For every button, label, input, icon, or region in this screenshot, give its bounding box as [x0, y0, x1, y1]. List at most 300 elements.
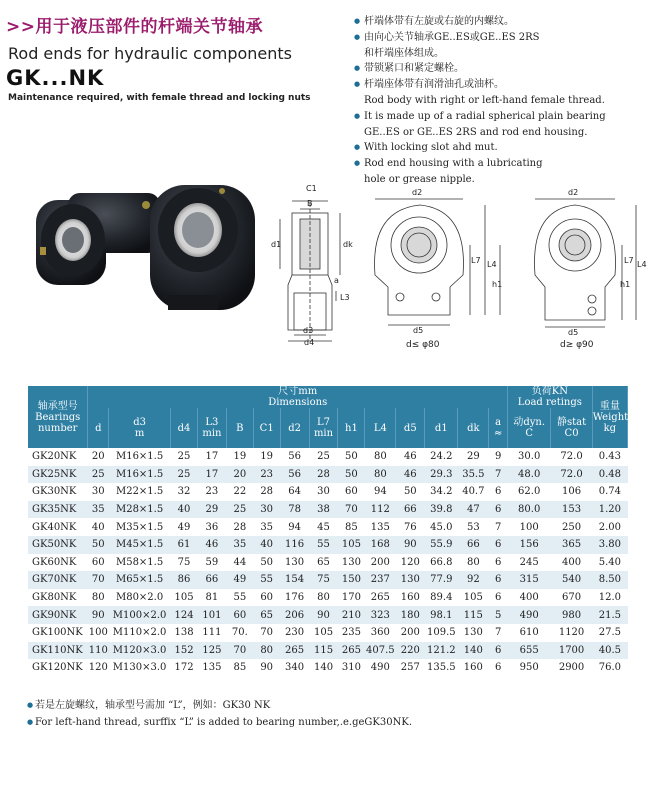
table-cell: 315 [507, 571, 550, 589]
note-cn: ● 若是左旋螺纹，轴承型号需加 “L”，例如：GK30 NK [28, 697, 412, 714]
table-cell: 90 [309, 606, 338, 624]
feature-item: ● 由向心关节轴承GE..ES或GE..ES 2RS [356, 30, 646, 46]
label-l3: L3 [340, 293, 350, 302]
subheader-cell [551, 408, 592, 448]
subheader-cell [171, 408, 198, 448]
subheader-cell [280, 408, 309, 448]
table-cell: 230 [285, 627, 305, 639]
bearing-number-cell: GK50NK [28, 536, 88, 554]
table-cell: 72.0 [551, 466, 592, 484]
header-load-cn: 负荷KN [531, 386, 568, 397]
table-cell: 39.8 [425, 501, 458, 519]
table-cell: 46 [197, 536, 226, 554]
table-cell: 0.48 [592, 466, 627, 484]
table-cell: 80 [365, 466, 396, 484]
table-cell: 94 [373, 486, 387, 498]
table-cell: 6 [489, 536, 508, 554]
table-cell: 46 [403, 451, 417, 463]
label-d2-left: d2 [412, 188, 423, 197]
header-bearing-en1: Bearings [35, 411, 81, 423]
series-code: GK...NK [6, 66, 105, 90]
feature-item: ● It is made up of a radial spherical plain bearing [356, 109, 646, 125]
feature-item: ● With locking slot ahd mut. [356, 140, 646, 156]
notes [28, 697, 412, 731]
table-cell: M130×3.0 [112, 662, 167, 674]
table-cell: 130 [285, 556, 305, 568]
table-cell: 25 [226, 501, 253, 519]
subheader-top: L7 [317, 417, 331, 428]
feature-item: GE..ES or GE..ES 2RS and rod end housing. [364, 126, 588, 138]
table-cell: 540 [551, 571, 592, 589]
table-cell: 9 [494, 451, 502, 463]
label-l4-left: L4 [487, 260, 497, 269]
table-cell: 48.0 [507, 466, 550, 484]
table-cell: 50 [403, 486, 417, 498]
bearing-number-cell: GK30NK [32, 486, 77, 498]
table-cell: 156 [507, 536, 550, 554]
table-cell: 92 [458, 571, 489, 589]
subheader-cell [197, 408, 226, 448]
table-cell: 78 [280, 501, 309, 519]
table-cell: 85 [233, 662, 247, 674]
table-cell: 6 [494, 486, 502, 498]
table-cell: 22 [233, 486, 247, 498]
table-row [28, 571, 628, 589]
table-cell: 80 [317, 592, 330, 604]
table-cell: 34.2 [430, 486, 453, 498]
table-cell: 250 [562, 521, 582, 533]
bearing-number-cell: GK70NK [28, 571, 88, 589]
table-cell: 8.50 [592, 571, 627, 589]
table-cell: 105 [338, 536, 365, 554]
table-cell: M16×1.5 [115, 451, 164, 463]
table-cell: 64 [288, 486, 301, 498]
table-cell: M120×3.0 [109, 642, 171, 660]
table-cell: 3.80 [592, 536, 627, 554]
product-photo [28, 175, 268, 315]
table-cell: 29 [466, 451, 480, 463]
table-cell: 89.4 [430, 592, 453, 604]
table-cell: 62.0 [518, 486, 541, 498]
table-cell: 265 [370, 592, 390, 604]
feature-item: hole or grease nipple. [364, 173, 475, 185]
header-weight-en: Weight [592, 411, 629, 423]
table-cell: M35×1.5 [115, 521, 164, 533]
bearing-number-cell: GK60NK [32, 556, 77, 568]
table-cell: 60 [345, 486, 358, 498]
table-cell: 65 [253, 606, 280, 624]
table-cell: 75 [309, 571, 338, 589]
table-cell: 65 [317, 556, 330, 568]
table-cell: 50 [345, 451, 358, 463]
table-cell: 24.2 [430, 451, 453, 463]
label-d1: d1 [271, 240, 282, 249]
header-load-en: Load retings [517, 397, 582, 408]
table-cell: 210 [338, 606, 365, 624]
subheader-top: 静stat [556, 417, 587, 428]
header-bearing-number [28, 386, 88, 448]
table-cell: 400 [519, 592, 539, 604]
subheader-row [28, 408, 628, 448]
header-dims-en: Dimensions [268, 397, 328, 408]
table-cell: 655 [507, 642, 550, 660]
table-cell: 115 [458, 606, 489, 624]
table-cell: 310 [341, 662, 361, 674]
table-cell: 245 [519, 556, 539, 568]
table-cell: 80 [91, 592, 105, 604]
subheader-bottom: min [202, 428, 222, 439]
subheader-bottom: d [95, 422, 102, 434]
subheader-bottom: C0 [564, 428, 579, 439]
table-cell: M16×1.5 [109, 466, 171, 484]
subheader-bottom: m [134, 428, 145, 439]
table-cell: 49 [226, 571, 253, 589]
table-cell: 30 [253, 501, 280, 519]
table-cell: 1120 [558, 627, 585, 639]
header-load-ratings [507, 386, 592, 408]
table-cell: 66 [197, 571, 226, 589]
table-cell: 135 [370, 521, 390, 533]
table-cell: 35 [226, 536, 253, 554]
table-cell: 407.5 [365, 642, 396, 660]
table-cell: 1.20 [592, 501, 627, 519]
subheader-bottom: d2 [288, 422, 301, 434]
table-cell: 55.9 [425, 536, 458, 554]
table-cell: 28 [309, 466, 338, 484]
page-title-en: Rod ends for hydraulic components [8, 44, 292, 63]
label-a: a [334, 276, 339, 285]
table-cell: 70 [226, 642, 253, 660]
table-cell: 50 [88, 536, 109, 554]
table-cell: 200 [400, 627, 420, 639]
table-cell: 121.2 [425, 642, 458, 660]
table-cell: 180 [396, 606, 425, 624]
header-weight [592, 386, 627, 448]
table-cell: 323 [365, 606, 396, 624]
table-cell: 70 [338, 501, 365, 519]
caption-d-le-80: d≤ φ80 [406, 340, 440, 350]
bearing-number-cell: GK25NK [28, 466, 88, 484]
subheader-bottom: C [525, 428, 534, 439]
table-cell: 70 [88, 571, 109, 589]
subheader-bottom: C1 [259, 422, 274, 434]
table-cell: 0.74 [598, 486, 621, 498]
page-title-cn: >>用于液压部件的杆端关节轴承 [6, 17, 263, 37]
table-cell: 106 [562, 486, 582, 498]
subheader-cell [507, 408, 550, 448]
table-cell: 60 [91, 556, 105, 568]
feature-item: ● 带锁紧口和紧定螺栓。 [356, 61, 646, 77]
table-cell: 6 [489, 571, 508, 589]
table-cell: 80 [373, 451, 387, 463]
rod-end-photo-right [150, 185, 255, 310]
table-cell: 50 [260, 556, 274, 568]
table-cell: 49 [177, 521, 191, 533]
table-cell: 135.5 [426, 662, 456, 674]
subheader-cell [365, 408, 396, 448]
subheader-cell [309, 408, 338, 448]
table-cell: 25 [317, 451, 330, 463]
subheader-cell [88, 408, 109, 448]
label-d3: d3 [303, 326, 314, 335]
table-cell: 35 [260, 521, 274, 533]
bearing-number-cell: GK20NK [32, 451, 77, 463]
header-weight-unit: kg [603, 422, 617, 434]
table-cell: 138 [174, 627, 194, 639]
table-cell: 55 [309, 536, 338, 554]
table-cell: 6 [494, 556, 502, 568]
table-cell: 109.5 [426, 627, 456, 639]
label-l7-left: L7 [471, 256, 481, 265]
label-d5-right: d5 [568, 328, 579, 337]
table-cell: 125 [197, 642, 226, 660]
subheader-bottom: d5 [403, 422, 417, 434]
table-cell: 66 [396, 501, 425, 519]
table-cell: 40 [171, 501, 198, 519]
table-cell: 32 [177, 486, 191, 498]
table-cell: 160 [400, 592, 420, 604]
table-cell: 46 [396, 466, 425, 484]
subheader-bottom: min [313, 428, 334, 439]
table-cell: 40 [253, 536, 280, 554]
table-cell: 40.5 [592, 642, 627, 660]
table-cell: 116 [280, 536, 309, 554]
table-cell: 120 [400, 556, 420, 568]
table-cell: 2900 [558, 662, 585, 674]
table-cell: 7 [494, 627, 502, 639]
label-dk: dk [343, 240, 353, 249]
table-cell: 77.9 [425, 571, 458, 589]
table-cell: 80.0 [507, 501, 550, 519]
table-cell: 0.43 [598, 451, 621, 463]
table-cell: 206 [280, 606, 309, 624]
table-row [28, 483, 628, 501]
table-cell: 29 [197, 501, 226, 519]
table-row [28, 642, 628, 660]
table-cell: 400 [562, 556, 582, 568]
table-cell: 19 [233, 451, 247, 463]
bearing-number-cell: GK100NK [32, 627, 83, 639]
table-cell: 257 [400, 662, 420, 674]
table-cell: 7 [494, 521, 502, 533]
label-b: B [307, 199, 313, 208]
table-cell: 66.8 [430, 556, 453, 568]
bearing-number-cell: GK40NK [32, 521, 77, 533]
specification-table [28, 386, 628, 677]
header-dimensions [88, 386, 508, 408]
table-cell: 53 [466, 521, 480, 533]
label-l7-right: L7 [624, 256, 634, 265]
table-cell: 28 [233, 521, 247, 533]
subheader-bottom: B [236, 422, 244, 434]
label-l4-right: L4 [637, 260, 647, 269]
table-cell: 6 [489, 501, 508, 519]
subheader-cell [338, 408, 365, 448]
label-d2-right: d2 [568, 188, 579, 197]
subheader-bottom: ≈ [493, 428, 503, 439]
table-cell: 72.0 [560, 451, 583, 463]
table-cell: 30 [91, 486, 105, 498]
note-en: ● For left-hand thread, surffix “L” is added to bearing number,.e.geGK30NK. [28, 714, 412, 731]
table-cell: 124 [171, 606, 198, 624]
table-cell: 40.7 [462, 486, 485, 498]
table-cell: 98.1 [425, 606, 458, 624]
table-cell: 35.5 [458, 466, 489, 484]
feature-item: ● 杆端座体带有润滑油孔或油杯。 [356, 77, 646, 93]
table-cell: 80 [466, 556, 480, 568]
table-cell: 60 [226, 606, 253, 624]
label-h1-right: h1 [620, 280, 631, 289]
table-cell: 100 [88, 627, 108, 639]
table-cell: 30.0 [518, 451, 541, 463]
table-cell: M65×1.5 [109, 571, 171, 589]
table-body [28, 448, 628, 677]
feature-item: Rod body with right or left-hand female thread. [364, 94, 605, 106]
subheader-top: d3 [133, 417, 146, 428]
subheader-cell [489, 408, 508, 448]
table-cell: 59 [205, 556, 219, 568]
table-cell: 36 [205, 521, 219, 533]
table-cell: 670 [562, 592, 582, 604]
label-c1: C1 [306, 184, 317, 193]
table-cell: 44 [233, 556, 247, 568]
subheader-top: a [495, 417, 502, 428]
bearing-number-cell: GK120NK [32, 662, 83, 674]
table-cell: M28×1.5 [109, 501, 171, 519]
table-cell: 17 [205, 451, 219, 463]
bearing-number-cell: GK80NK [32, 592, 77, 604]
header-weight-cn: 重量 [599, 400, 620, 412]
table-cell: 30 [317, 486, 330, 498]
table-row [28, 659, 628, 677]
header-dims-cn: 尺寸mm [278, 386, 318, 397]
table-cell: 25 [171, 466, 198, 484]
table-cell: M58×1.5 [115, 556, 164, 568]
table-cell: M22×1.5 [115, 486, 164, 498]
table-cell: 76 [403, 521, 417, 533]
table-row [28, 624, 628, 642]
table-cell: 75 [177, 556, 191, 568]
table-cell: 111 [202, 627, 222, 639]
table-cell: 115 [309, 642, 338, 660]
bearing-number-cell: GK110NK [28, 642, 88, 660]
table-cell: 17 [197, 466, 226, 484]
subheader-bottom: dk [467, 422, 480, 434]
feature-item: ● 杆端体带有左旋或右旋的内螺纹。 [356, 14, 646, 30]
table-cell: 150 [338, 571, 365, 589]
table-cell: 6 [494, 662, 502, 674]
feature-item: 和杆端座体组成。 [364, 47, 444, 59]
table-cell: 140 [313, 662, 334, 674]
caption-d-ge-90: d≥ φ90 [560, 340, 594, 350]
table-cell: 45.0 [430, 521, 453, 533]
table-cell: 55 [253, 571, 280, 589]
rod-end-photo-left [36, 193, 160, 285]
table-cell: 7 [489, 466, 508, 484]
table-cell: 610 [519, 627, 539, 639]
subheader-top: 动dyn. [513, 417, 546, 428]
table-cell: 105 [174, 592, 194, 604]
feature-item: ● Rod end housing with a lubricating [356, 156, 646, 172]
table-cell: 170 [341, 592, 361, 604]
table-cell: 56 [280, 466, 309, 484]
table-cell: 168 [365, 536, 396, 554]
table-cell: 90 [88, 606, 109, 624]
table-cell: 47 [458, 501, 489, 519]
table-cell: M45×1.5 [109, 536, 171, 554]
table-cell: 365 [551, 536, 592, 554]
table-cell: 100 [519, 521, 539, 533]
header-bearing-cn: 轴承型号 [37, 400, 78, 412]
table-cell: 21.5 [592, 606, 627, 624]
subheader-bottom: h1 [345, 422, 358, 434]
table-cell: 176 [285, 592, 305, 604]
table-row [28, 606, 628, 624]
table-cell: 220 [396, 642, 425, 660]
table-cell: 61 [171, 536, 198, 554]
table-cell: M80×2.0 [115, 592, 164, 604]
table-cell: 38 [309, 501, 338, 519]
table-cell: M110×2.0 [112, 627, 167, 639]
table-cell: 235 [341, 627, 361, 639]
table-cell: 55 [233, 592, 247, 604]
bearing-number-cell: GK35NK [28, 501, 88, 519]
table-cell: 237 [365, 571, 396, 589]
table-cell: 130 [396, 571, 425, 589]
table-cell: 20 [226, 466, 253, 484]
table-cell: 490 [507, 606, 550, 624]
table-cell: 66 [458, 536, 489, 554]
table-row [28, 501, 628, 519]
table-cell: 1700 [551, 642, 592, 660]
table-cell: 94 [288, 521, 301, 533]
table-cell: 105 [463, 592, 483, 604]
table-cell: 86 [171, 571, 198, 589]
table-cell: 6 [489, 642, 508, 660]
table-cell: 101 [197, 606, 226, 624]
table-cell: 160 [463, 662, 483, 674]
table-cell: 2.00 [598, 521, 621, 533]
subheader-cell [253, 408, 280, 448]
table-cell: 25 [88, 466, 109, 484]
table-cell: 50 [338, 466, 365, 484]
table-cell: 980 [551, 606, 592, 624]
maintenance-note: Maintenance required, with female thread and locking nuts [8, 93, 311, 103]
table-cell: 265 [280, 642, 309, 660]
table-cell: 90 [396, 536, 425, 554]
subheader-cell [226, 408, 253, 448]
table-cell: 140 [458, 642, 489, 660]
table-cell: 70 [260, 627, 274, 639]
table-cell: 950 [519, 662, 539, 674]
table-cell: 25 [177, 451, 191, 463]
table-cell: 120 [88, 662, 108, 674]
label-d4: d4 [304, 338, 315, 347]
table-cell: 112 [365, 501, 396, 519]
table-cell: 360 [370, 627, 390, 639]
table-cell: 35 [88, 501, 109, 519]
table-cell: 27.5 [598, 627, 621, 639]
label-h1-left: h1 [492, 280, 503, 289]
table-cell: 80 [253, 642, 280, 660]
table-cell: 5 [489, 606, 508, 624]
bearing-number-cell: GK90NK [28, 606, 88, 624]
table-cell: 110 [88, 642, 109, 660]
table-cell: 23 [205, 486, 219, 498]
table-row [28, 536, 628, 554]
technical-drawing [270, 175, 645, 355]
table-cell: 265 [338, 642, 365, 660]
